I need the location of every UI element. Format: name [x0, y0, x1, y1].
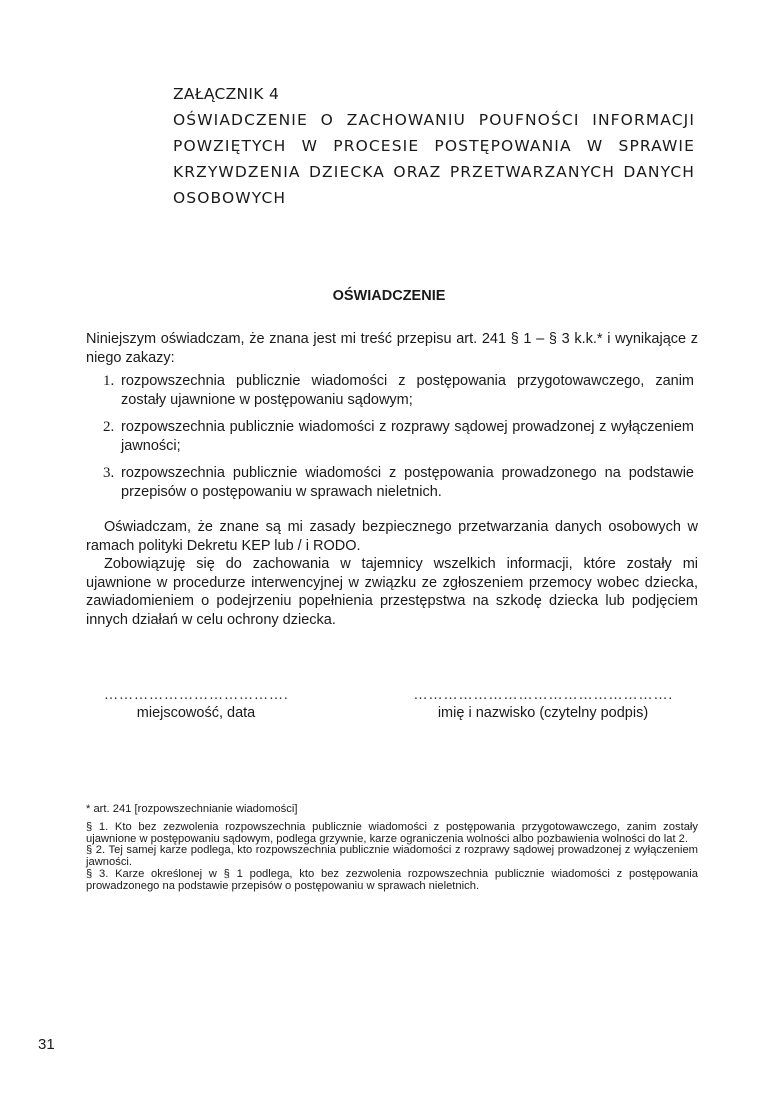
footnote-section-1: § 1. Kto bez zezwolenia rozpowszechnia publicznie wiadomości z postępowania przygotowawczego, zanim zostały ujawnione w postępowaniu sądowym, podlega grzywnie, karze ograniczenia wolności albo pozbawienia wolności do lat 2. [86, 820, 698, 845]
signature-place-date [86, 686, 306, 722]
list-item-text: rozpowszechnia publicznie wiadomości z postępowania prowadzonego na podstawie przepisów o postępowaniu w sprawach nieletnich. [121, 465, 694, 500]
page-number: 31 [38, 1036, 55, 1053]
intro-paragraph: Niniejszym oświadczam, że znana jest mi treść przepisu art. 241 § 1 – § 3 k.k.* i wynikające z niego zakazy: [86, 331, 698, 366]
document-title: OŚWIADCZENIE O ZACHOWANIU POUFNOŚCI INFORMACJI POWZIĘTYCH W PROCESIE POSTĘPOWANIA W SPRAWIE KRZYWDZENIA DZIECKA ORAZ PRZETWARZANYCH DANYCH OSOBOWYCH [173, 111, 695, 207]
list-item [100, 464, 694, 501]
document-header [173, 81, 695, 211]
list-item [100, 372, 694, 409]
signature-name [398, 686, 688, 722]
statement-data-protection: Oświadczam, że znane są mi zasady bezpiecznego przetwarzania danych osobowych w ramach polityki Dekretu KEP lub / i RODO. [86, 519, 698, 554]
list-item [100, 418, 694, 455]
signature-label: imię i nazwisko (czytelny podpis) [437, 705, 649, 721]
footnote-heading: * art. 241 [rozpowszechnianie wiadomości] [86, 803, 298, 815]
signature-label: miejscowość, data [136, 705, 256, 721]
statement-confidentiality: Zobowiązuję się do zachowania w tajemnicy wszelkich informacji, które zostały mi ujawnione w procedurze interwencyjnej w związku ze zgłoszeniem przemocy wobec dziecka, zawiadomieniem o podejrzeniu popełnienia przestępstwa na szkodę dziecka lub podjęciem innych działań w celu ochrony dziecka. [86, 556, 698, 628]
footnote [86, 804, 698, 893]
list-item-number: 1. [103, 373, 115, 389]
list-item-text: rozpowszechnia publicznie wiadomości z rozprawy sądowej prowadzonej z wyłączeniem jawności; [121, 419, 694, 454]
list-item-text: rozpowszechnia publicznie wiadomości z postępowania przygotowawczego, zanim zostały ujawnione w postępowaniu sądowym; [121, 373, 694, 408]
prohibitions-list [100, 372, 694, 510]
footnote-section-2: § 2. Tej samej karze podlega, kto rozpowszechnia publicznie wiadomości z rozprawy sądowej prowadzonej z wyłączeniem jawności. [86, 844, 698, 869]
list-item-number: 3. [103, 465, 115, 481]
annex-label: ZAŁĄCZNIK 4 [173, 85, 280, 103]
signature-line: ………………………………. [103, 687, 289, 703]
footnote-section-3: § 3. Karze określonej w § 1 podlega, kto bez zezwolenia rozpowszechnia publicznie wiadomości z postępowania prowadzonego na podstawie przepisów o postępowaniu w sprawach nieletnich. [86, 867, 698, 892]
section-heading: OŚWIADCZENIE [332, 288, 446, 304]
list-item-number: 2. [103, 419, 115, 435]
signature-line: ……………………………………………. [413, 687, 673, 703]
statement-block [86, 518, 698, 629]
